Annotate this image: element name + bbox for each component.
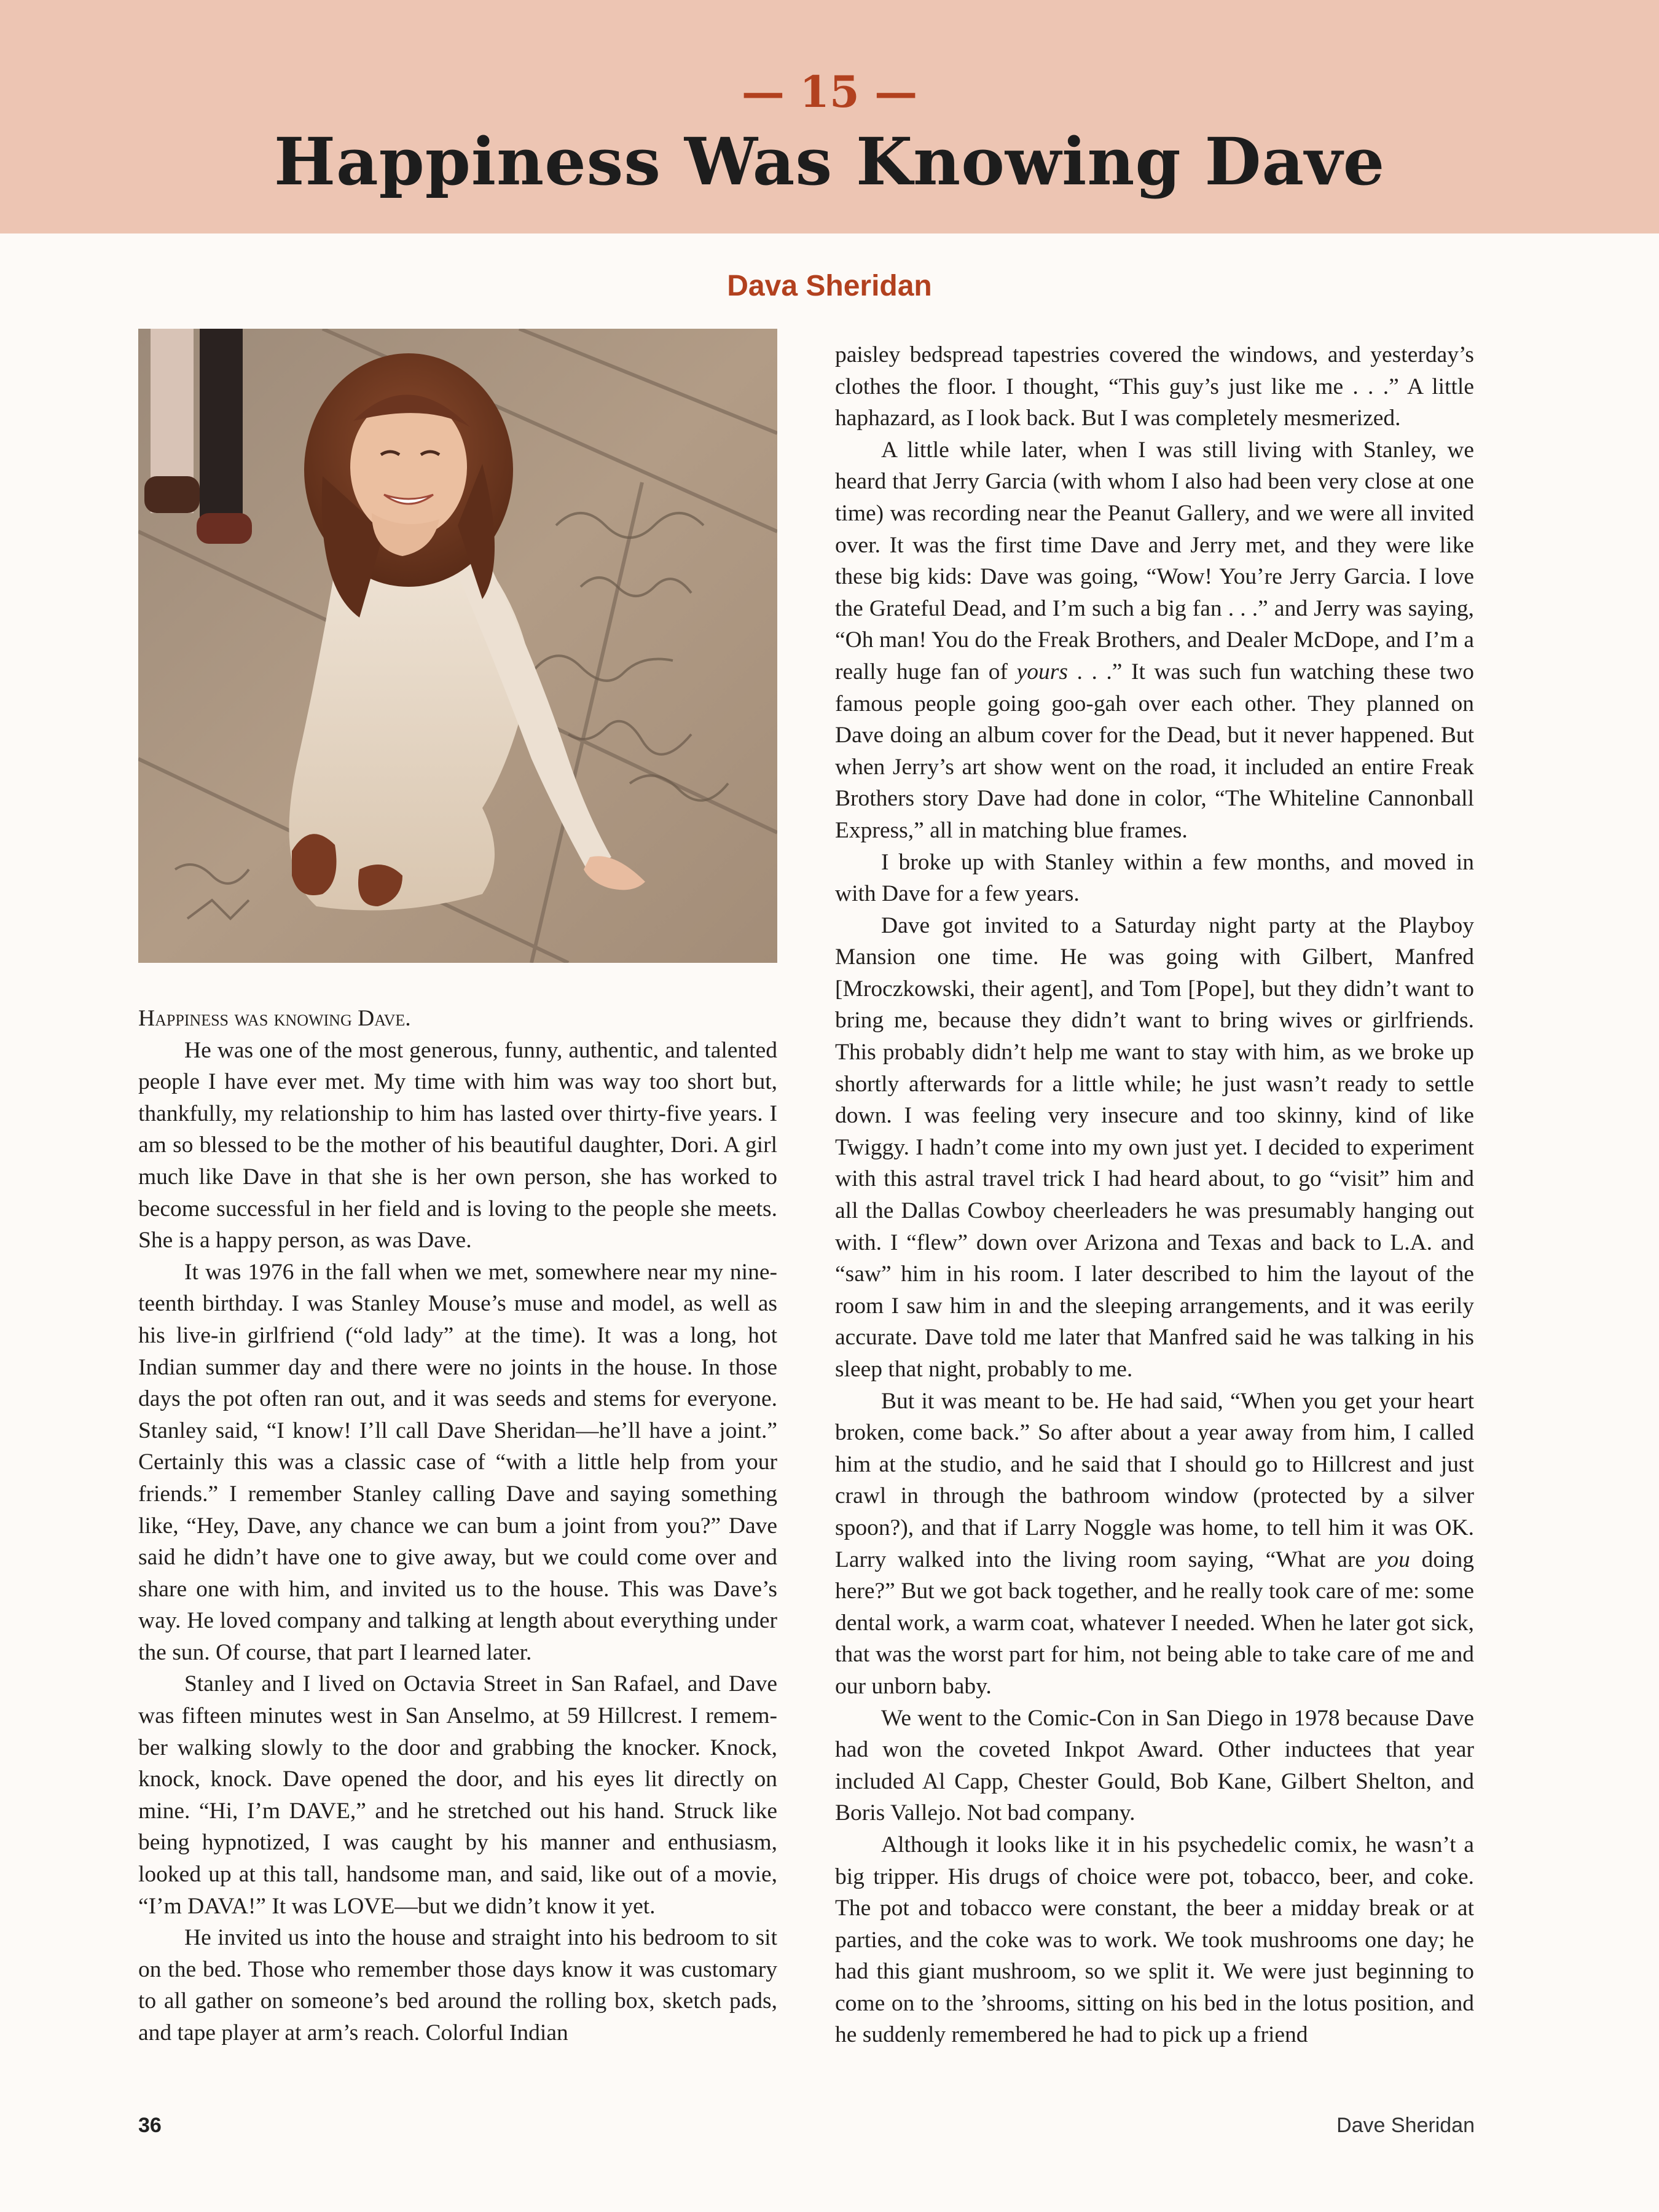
chapter-number: — 15 — [741, 66, 918, 117]
emphasis-text: you [1376, 1547, 1410, 1572]
author-byline: Dava Sheridan [727, 270, 932, 302]
body-paragraph: We went to the Comic-Con in San Diego in 1978 because Dave had won the coveted Inkpot Award. Other inductees that year included Al Capp, Chester Gould, Bob Kane, Gilbert Shelton, and Boris Vallejo. Not bad company. [835, 1705, 1474, 1826]
right-text-column [835, 339, 1474, 2051]
paragraph-text: . . .” It was such fun watching these two famous people going goo-gah over each other. They planned on Dave doing an album cover for the Dead, but it never happened. But when Jerry’s art show went on the road, it included an entire Freak Brothers story Dave had done in color, “The Whiteline Cannonball Express,” all in matching blue frames. [835, 659, 1474, 843]
continued-paragraph: paisley bedspread tapestries covered the windows, and yesterday’s clothes the floor. I thought, “This guy’s just like me . . .” A little haphazard, as I look back. But I was completely mesmerized. [835, 342, 1474, 431]
left-text-column [138, 1003, 777, 2049]
paragraph-text: But it was meant to be. He had said, “When you get your heart broken, come back.” So after about a year away from him, I called him at the studio, and he said that I should go to Hillcrest and just crawl in through the bathroom window (protected by a silver spoon?), and that if Larry Noggle was home, to tell him it was OK. Larry walked into the living room saying, “What are [835, 1388, 1474, 1572]
opening-paragraph [138, 1003, 777, 1035]
page-number: 36 [138, 2114, 162, 2137]
lead-in-text: Happiness was knowing Dave. [138, 1006, 411, 1031]
body-paragraph: He was one of the most generous, funny, authentic, and talented people I have ever met. My time with him was way too short but, thankfully, my relationship to him has lasted over thirty-five years. I am so blessed to be the mother of his beautiful daughter, Dori. A girl much like Dave in that she is her own person, she has worked to become successful in her field and is loving to the people she meets. She is a happy person, as was Dave. [138, 1037, 777, 1253]
chapter-title: Happiness Was Knowing Dave [273, 123, 1386, 200]
body-paragraph [835, 1386, 1474, 1703]
body-paragraph: It was 1976 in the fall when we met, somewhere near my nineteenth birthday. I was Stanley Mouse’s muse and model, as well as his live-in girlfriend (“old lady” at the time). It was a long, hot Indian summer day and there were no joints in the house. In those days the pot often ran out, and it was seeds and stems for everyone. Stanley said, “I know! I’ll call Dave Sheridan—he’ll have a joint.” Certainly this was a classic case of “with a little help from your friends.” I remember Stanley calling Dave and saying something like, “Hey, Dave, any chance we can bum a joint from you?” Dave said he didn’t have one to give away, but we could come over and share one with him, and invited us to the house. This was Dave’s way. He loved company and talking at length about everything under the sun. Of course, that part I learned later. [138, 1259, 777, 1665]
body-paragraph: Stanley and I lived on Octavia Street in San Rafael, and Dave was fifteen minutes west in San Anselmo, at 59 Hillcrest. I remember walking slowly to the door and grabbing the knocker. Knock, knock, knock. Dave opened the door, and his eyes lit directly on mine. “Hi, I’m DAVE,” and he stretched out his hand. Struck like being hypnotized, I was caught by his manner and enthusiasm, looked up at this tall, handsome man, and said, like out of a movie, “I’m DAVA!” It was LOVE—but we didn’t know it yet. [138, 1671, 777, 1919]
body-paragraph: He invited us into the house and straight into his bedroom to sit on the bed. Those who remember those days know it was customary to all gather on someone’s bed around the rolling box, sketch pads, and tape player at arm’s reach. Colorful Indian [138, 1925, 777, 2045]
body-paragraph: Dave got invited to a Saturday night party at the Playboy Mansion one time. He was going with Gilbert, Manfred [Mroczkowski, their agent], and Tom [Pope], but they didn’t want to bring me, because they didn’t want to bring wives or girlfriends. This probably didn’t help me want to stay with him, as we broke up shortly afterwards for a little while; he just wasn’t ready to settle down. I was feeling very insecure and too skinny, kind of like Twiggy. I hadn’t come into my own just yet. I decided to experiment with this astral travel trick I had heard about, to go “visit” him and all the Dallas Cowboy cheerleaders he was presumably hanging out with. I “flew” down over Arizona and Texas and back to L.A. and “saw” him in his room. I later described to him the layout of the room I saw him in and the sleeping arrangements, and it was eerily accurate. Dave told me later that Manfred said he was talking in his sleep that night, probably to me. [835, 912, 1474, 1382]
body-paragraph [835, 434, 1474, 847]
paragraph-text: A little while later, when I was still living with Stanley, we heard that Jerry Garcia (with whom I also had been very close at one time) was recording near the Peanut Gallery, and we were all invited over. It was the first time Dave and Jerry met, and they were like these big kids: Dave was going, “Wow! You’re Jerry Garcia. I love the Grateful Dead, and I’m such a big fan . . .” and Jerry was saying, “Oh man! You do the Freak Brothers, and Dealer McDope, and I’m a really huge fan of [835, 437, 1474, 684]
paragraph-text: doing here?” But we got back together, and he really took care of me: some dental work, a warm coat, whatever I needed. When he later got sick, that was the worst part for him, not being able to take care of me and our unborn baby. [835, 1547, 1475, 1699]
chapter-photo [138, 329, 777, 963]
emphasis-text: yours [1016, 659, 1068, 684]
running-footer: Dave Sheridan [1336, 2114, 1475, 2137]
body-paragraph: Although it looks like it in his psychedelic comix, he wasn’t a big tripper. His drugs of choice were pot, tobacco, beer, and coke. The pot and tobacco were constant, the beer a midday break or at parties, and the coke was to work. We took mushrooms one day; he had this giant mushroom, so we split it. We were just beginning to come on to the ’shrooms, sitting on his bed in the lotus position, and he suddenly remembered he had to pick up a friend [835, 1832, 1474, 2048]
body-paragraph: I broke up with Stanley within a few months, and moved in with Dave for a few years. [835, 849, 1474, 907]
